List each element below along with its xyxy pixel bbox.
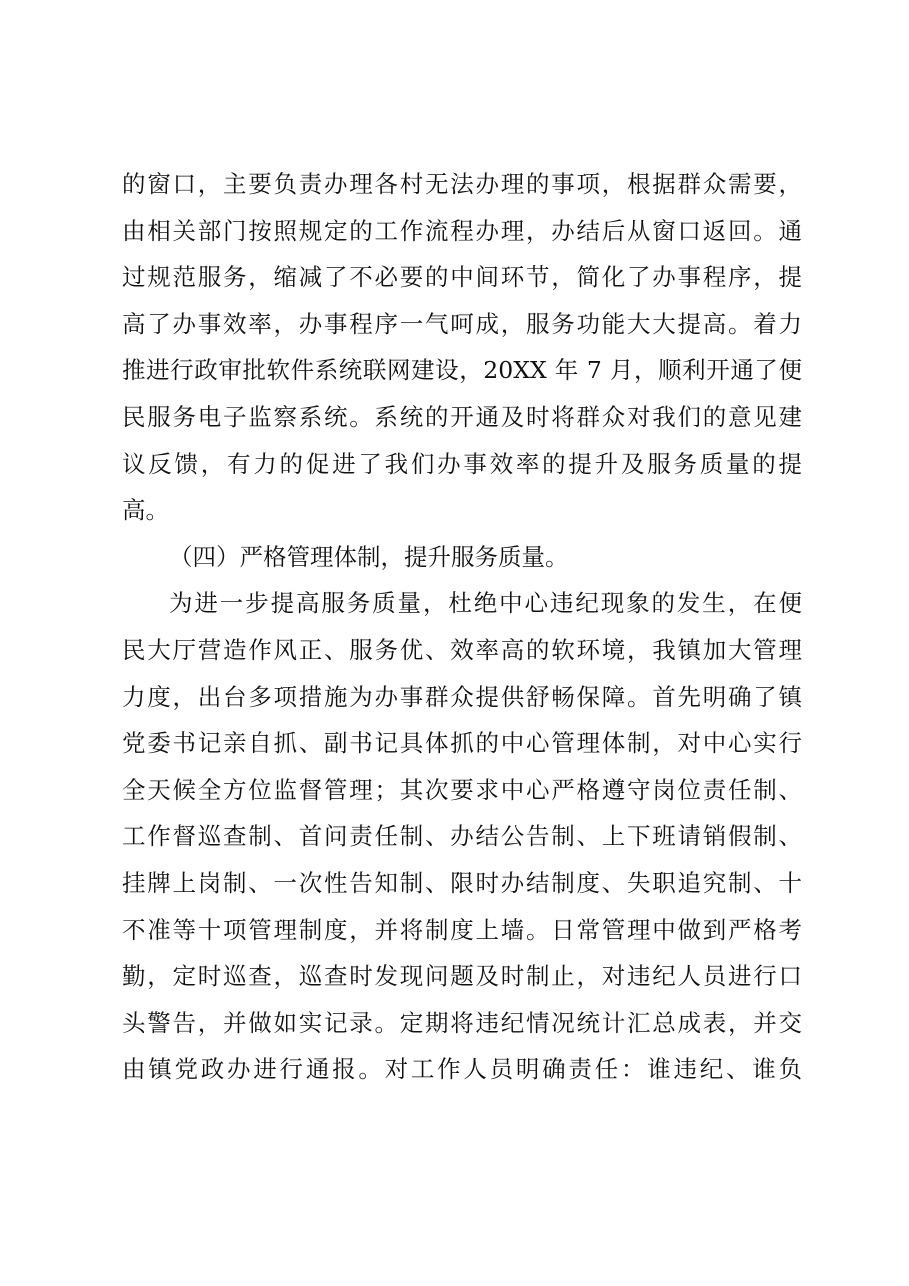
paragraph-line: 的窗口，主要负责办理各村无法办理的事项，根据群众需要， [122,170,802,198]
paragraph-line: 全天候全方位监督管理；其次要求中心严格遵守岗位责任制、 [122,775,802,804]
paragraph-line: 高了办事效率，办事程序一气呵成，服务功能大大提高。着力 [122,309,802,338]
paragraph-line: 头警告，并做如实记录。定期将违纪情况统计汇总成表，并交 [122,1008,802,1037]
paragraph-line: 勤，定时巡查，巡查时发现问题及时制止，对违纪人员进行口 [122,962,802,991]
paragraph-line: 推进行政审批软件系统联网建设，20XX 年 7 月，顺利开通了便 [122,356,802,385]
paragraph-line: 力度，出台多项措施为办事群众提供舒畅保障。首先明确了镇 [122,682,802,711]
paragraph-line: 不准等十项管理制度，并将制度上墙。日常管理中做到严格考 [122,915,802,944]
paragraph-line: 挂牌上岗制、一次性告知制、限时办结制度、失职追究制、十 [122,868,802,897]
section-heading: （四）严格管理体制，提升服务质量。 [169,542,569,571]
paragraph-line: 由相关部门按照规定的工作流程办理，办结后从窗口返回。通 [122,216,802,245]
paragraph-line: 过规范服务，缩减了不必要的中间环节，简化了办事程序，提 [122,263,802,292]
paragraph-line: 高。 [122,496,169,525]
paragraph-line: 民服务电子监察系统。系统的开通及时将群众对我们的意见建 [122,402,802,431]
paragraph-line: 党委书记亲自抓、副书记具体抓的中心管理体制，对中心实行 [122,729,802,758]
paragraph-line: 由镇党政办进行通报。对工作人员明确责任：谁违纪、谁负 [122,1055,802,1084]
paragraph-line: 为进一步提高服务质量，杜绝中心违纪现象的发生，在便 [169,589,802,618]
paragraph-line: 工作督巡查制、首问责任制、办结公告制、上下班请销假制、 [122,822,802,851]
paragraph-line: 民大厅营造作风正、服务优、效率高的软环境，我镇加大管理 [122,635,802,664]
document-body [122,161,802,1093]
paragraph-line: 议反馈，有力的促进了我们办事效率的提升及服务质量的提 [122,449,802,478]
